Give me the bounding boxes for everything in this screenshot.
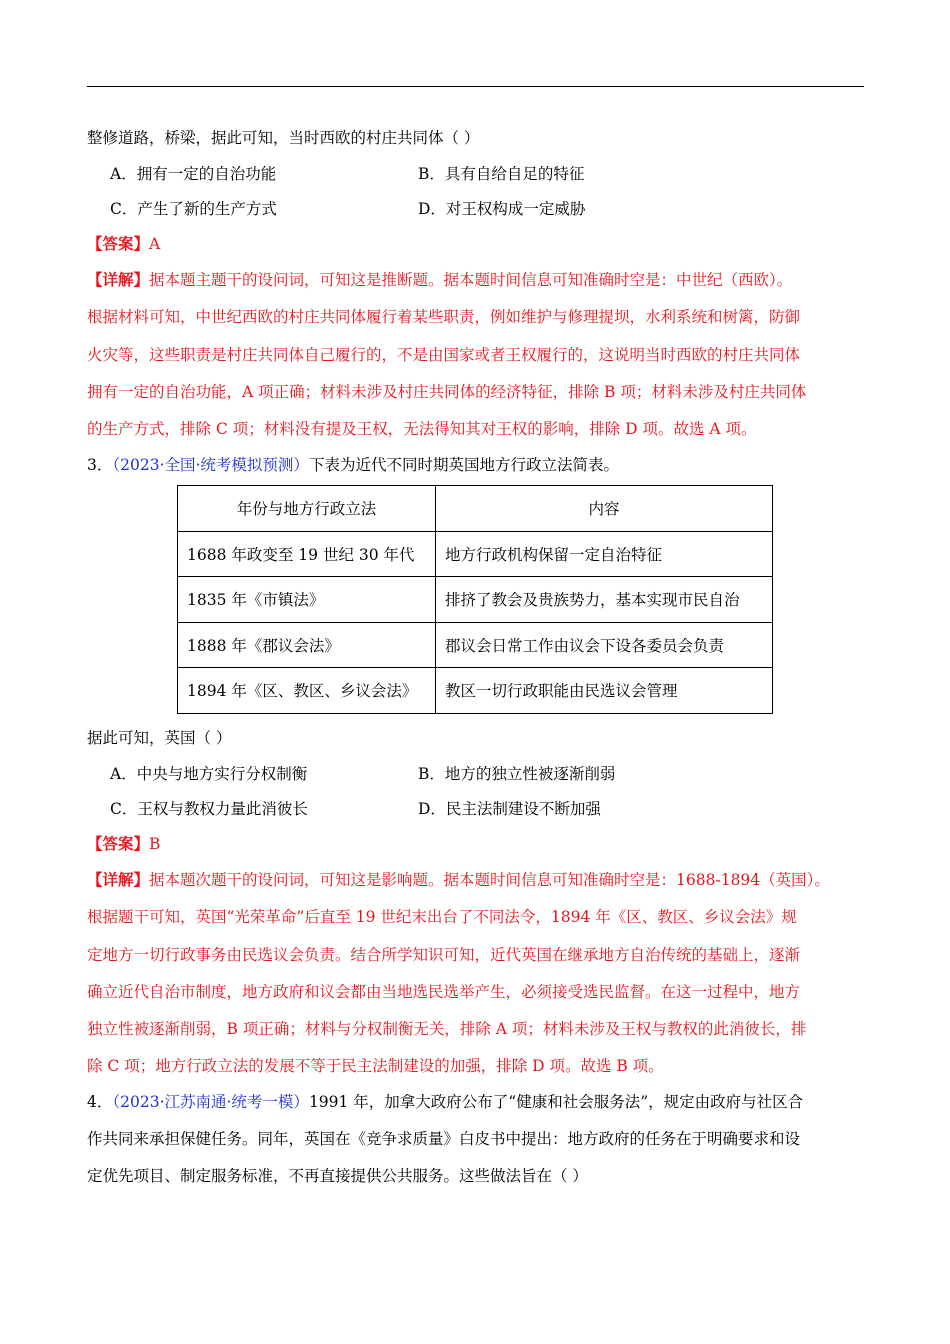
q2-option-a: A．拥有一定的自治功能: [110, 165, 277, 183]
q2-option-b: B．具有自给自足的特征: [418, 165, 585, 183]
q3-detail-line: [87, 870, 877, 890]
table-cell: 教区一切行政职能由民选议会管理: [436, 668, 773, 714]
q3-detail-text: 据本题次题干的设问词，可知这是影响题。据本题时间信息可知准确时空是：1688-1894（英国）。: [149, 871, 830, 889]
q2-detail-line: [87, 270, 877, 290]
q2-answer-value: A: [149, 235, 161, 253]
q4-number: 4．: [87, 1093, 113, 1111]
q4-stem-line: 定优先项目、制定服务标准，不再直接提供公共服务。这些做法旨在（ ）: [87, 1167, 588, 1185]
q3-answer-value: B: [149, 835, 161, 853]
table-row: [178, 531, 773, 577]
q3-source: （2023·全国·统考模拟预测）: [112, 456, 309, 474]
table-header-cell: 内容: [436, 486, 773, 532]
legislation-table: [177, 485, 773, 714]
table-cell: 1688 年政变至 19 世纪 30 年代: [178, 531, 436, 577]
table-header-row: [178, 486, 773, 532]
q3-question: 据此可知，英国（ ）: [87, 729, 232, 747]
q3-option-a: A．中央与地方实行分权制衡: [110, 765, 308, 783]
table-cell: 排挤了教会及贵族势力，基本实现市民自治: [436, 577, 773, 623]
table-cell: 1894 年《区、教区、乡议会法》: [178, 668, 436, 714]
q4-stem-line: 作共同来承担保健任务。同年，英国在《竞争求质量》白皮书中提出：地方政府的任务在于明确要求和设: [87, 1130, 801, 1148]
q3-option-c: C．王权与教权力量此消彼长: [110, 800, 308, 818]
q3-detail-line: 独立性被逐渐削弱，B 项正确；材料与分权制衡无关，排除 A 项；材料未涉及王权与教权的此消彼长，排: [87, 1020, 807, 1038]
q3-detail-line: 定地方一切行政事务由民选议会负责。结合所学知识可知，近代英国在继承地方自治传统的基础上，逐渐: [87, 946, 801, 964]
table-row: [178, 577, 773, 623]
table-cell: 地方行政机构保留一定自治特征: [436, 531, 773, 577]
header-rule: [87, 86, 864, 87]
q2-option-d: D．对王权构成一定威胁: [418, 200, 586, 218]
q2-answer-tag: 【答案】: [87, 234, 150, 253]
q2-detail-line: 火灾等，这些职责是村庄共同体自己履行的，不是由国家或者王权履行的，这说明当时西欧的村庄共同体: [87, 346, 801, 364]
q2-option-c: C．产生了新的生产方式: [110, 200, 277, 218]
q4-source: （2023·江苏南通·统考一模）: [112, 1093, 309, 1111]
table-row: [178, 668, 773, 714]
q3-answer-tag: 【答案】: [87, 834, 150, 853]
q4-stem-line: 1991 年，加拿大政府公布了“健康和社会服务法”，规定由政府与社区合: [308, 1093, 804, 1111]
table-cell: 郡议会日常工作由议会下设各委员会负责: [436, 622, 773, 668]
q2-detail-line: 根据材料可知，中世纪西欧的村庄共同体履行着某些职责，例如维护与修理提坝，水利系统和树篱，防御: [87, 308, 801, 326]
q3-detail-line: 除 C 项；地方行政立法的发展不等于民主法制建设的加强，排除 D 项。故选 B 项。: [87, 1057, 664, 1075]
q4-heading: [87, 1092, 877, 1112]
q3-detail-line: 根据题干可知，英国“光荣革命”后直至 19 世纪末出台了不同法令，1894 年《区、教区、乡议会法》规: [87, 908, 797, 926]
q2-detail-line: 拥有一定的自治功能，A 项正确；材料未涉及村庄共同体的经济特征，排除 B 项；材料未涉及村庄共同体: [87, 383, 807, 401]
q3-answer: [87, 834, 877, 854]
table-header-cell: 年份与地方行政立法: [178, 486, 436, 532]
q3-number: 3．: [87, 456, 113, 474]
q2-detail-text: 据本题主题干的设问词，可知这是推断题。据本题时间信息可知准确时空是：中世纪（西欧）。: [149, 271, 793, 289]
q2-detail-tag: 【详解】: [87, 270, 150, 289]
q3-stem: 下表为近代不同时期英国地方行政立法简表。: [308, 456, 619, 474]
table-cell: 1888 年《郡议会法》: [178, 622, 436, 668]
q3-option-d: D．民主法制建设不断加强: [418, 800, 601, 818]
q2-detail-line: 的生产方式，排除 C 项；材料没有提及王权，无法得知其对王权的影响，排除 D 项。故选 A 项。: [87, 420, 757, 438]
table-cell: 1835 年《市镇法》: [178, 577, 436, 623]
q3-option-b: B．地方的独立性被逐渐削弱: [418, 765, 616, 783]
q3-heading: [87, 455, 877, 475]
table-row: [178, 622, 773, 668]
q2-answer: [87, 234, 877, 254]
q2-stem-tail: 整修道路，桥梁，据此可知，当时西欧的村庄共同体（ ）: [87, 129, 480, 147]
q3-detail-tag: 【详解】: [87, 870, 150, 889]
q3-detail-line: 确立近代自治市制度，地方政府和议会都由当地选民选举产生，必须接受选民监督。在这一过程中，地方: [87, 983, 801, 1001]
